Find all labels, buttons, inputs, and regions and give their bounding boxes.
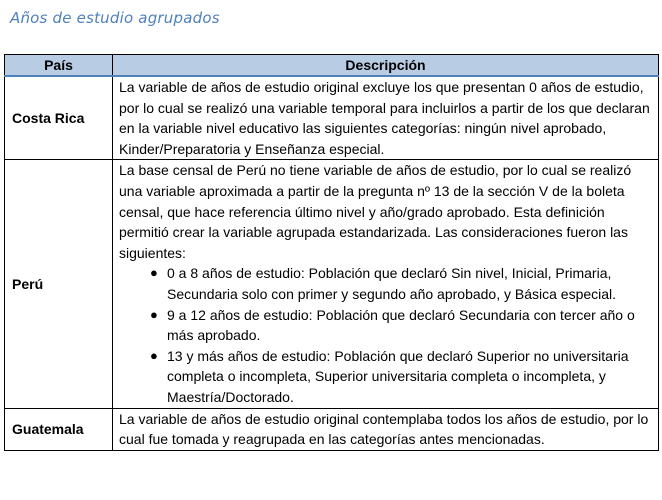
bullet-list <box>119 263 655 407</box>
bullet-icon: ● <box>150 306 158 322</box>
description-cell <box>113 160 659 408</box>
list-item <box>150 305 655 346</box>
list-item <box>150 346 655 408</box>
table-row <box>5 408 659 450</box>
country-cell: Guatemala <box>5 408 113 450</box>
header-country: País <box>5 55 113 77</box>
list-item-text: 13 y más años de estudio: Población que declaró Superior no universitaria completa o incompleta, Superior universitaria completa o incompleta, y Maestría/Doctorado. <box>167 347 629 405</box>
info-table <box>4 54 659 451</box>
description-cell <box>113 408 659 450</box>
table-row <box>5 160 659 408</box>
bullet-icon: ● <box>150 347 158 363</box>
description-text: La base censal de Perú no tiene variable de años de estudio, por lo cual se realizó una variable aproximada a partir de la pregunta nº 13 de la sección V de la boleta censal, que hace referencia último nivel y año/grado aprobado. Esta definición permitió crear la variable agrupada estandarizada. Las consideraciones fueron las siguientes: <box>119 162 632 261</box>
description-text: La variable de años de estudio original contemplaba todos los años de estudio, por lo cual fue tomada y reagrupada en las categorías antes mencionadas. <box>119 410 649 448</box>
document-title: Años de estudio agrupados <box>10 9 220 27</box>
list-item-text: 9 a 12 años de estudio: Población que declaró Secundaria con tercer año o más aprobado. <box>167 306 635 344</box>
table-row <box>5 76 659 160</box>
list-item-text: 0 a 8 años de estudio: Población que declaró Sin nivel, Inicial, Primaria, Secundaria solo con primer y segundo año aprobado, y Básica especial. <box>167 265 617 302</box>
header-description: Descripción <box>113 55 659 77</box>
country-cell: Perú <box>5 160 113 408</box>
table-header-row <box>5 55 659 77</box>
country-cell: Costa Rica <box>5 76 113 160</box>
description-text: La variable de años de estudio original excluye los que presentan 0 años de estudio, por lo cual se realizó una variable temporal para incluirlos a partir de los que declaran en la variable nivel educativo las siguientes categorías: ningún nivel aprobado, Kinder/Preparatoria y Enseñanza especial. <box>119 79 650 157</box>
description-cell <box>113 76 659 160</box>
list-item <box>150 263 655 304</box>
bullet-icon: ● <box>150 265 158 281</box>
